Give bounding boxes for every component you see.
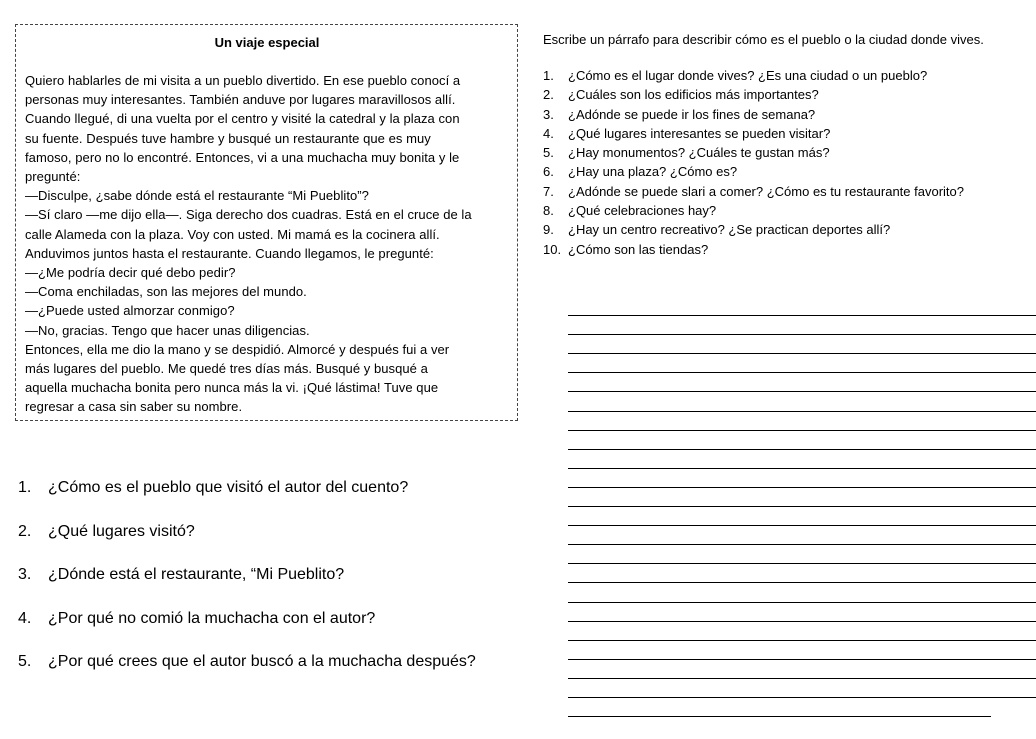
prompt-text: ¿Cómo son las tiendas?	[568, 241, 709, 257]
prompt-text: ¿Hay una plaza? ¿Cómo es?	[568, 164, 738, 180]
answer-line[interactable]	[568, 315, 1036, 316]
answer-line[interactable]	[568, 544, 1036, 545]
answer-line[interactable]	[568, 449, 1036, 450]
answer-line[interactable]	[568, 525, 1036, 526]
comprehension-question	[18, 608, 476, 652]
prompt-number: 3.	[543, 106, 554, 122]
writing-instructions: Escribe un párrafo para describir cómo es el pueblo o la ciudad donde vives.	[543, 32, 984, 47]
story-line: —Coma enchiladas, son las mejores del mundo.	[25, 284, 307, 300]
answer-line[interactable]	[568, 602, 1036, 603]
prompt-text: ¿Adónde se puede slari a comer? ¿Cómo es tu restaurante favorito?	[568, 183, 964, 199]
writing-prompt-item	[543, 182, 1036, 201]
prompt-text: ¿Adónde se puede ir los fines de semana?	[568, 106, 816, 122]
prompt-text: ¿Hay monumentos? ¿Cuáles te gustan más?	[568, 145, 830, 161]
writing-prompt-item	[543, 105, 1036, 124]
story-line: aquella muchacha bonita pero nunca más la vi. ¡Qué lástima! Tuve que	[25, 380, 439, 396]
story-line: famoso, pero no lo encontré. Entonces, vi a una muchacha muy bonita y le	[25, 149, 460, 165]
answer-line[interactable]	[568, 659, 1036, 660]
answer-line[interactable]	[568, 697, 1036, 698]
writing-prompt-item	[543, 124, 1036, 143]
answer-line[interactable]	[568, 468, 1036, 469]
prompt-number: 7.	[543, 183, 554, 199]
prompt-number: 5.	[543, 145, 554, 161]
story-line: —¿Puede usted almorzar conmigo?	[25, 303, 235, 319]
story-line: —No, gracias. Tengo que hacer unas diligencias.	[25, 322, 310, 338]
comprehension-question	[18, 521, 476, 565]
writing-prompt-list	[543, 66, 1036, 259]
writing-prompt-item	[543, 143, 1036, 162]
writing-prompt-item	[543, 85, 1036, 104]
question-text: ¿Qué lugares visitó?	[48, 522, 195, 540]
answer-line[interactable]	[568, 563, 1036, 564]
story-line: pregunté:	[25, 169, 81, 185]
prompt-number: 6.	[543, 164, 554, 180]
answer-line[interactable]	[568, 506, 1036, 507]
writing-task	[543, 30, 1036, 259]
question-text: ¿Dónde está el restaurante, “Mi Pueblito?	[48, 566, 345, 584]
writing-prompt-item	[543, 201, 1036, 220]
comprehension-question	[18, 564, 476, 608]
story-line: calle Alameda con la plaza. Voy con usted. Mi mamá es la cocinera allí.	[25, 226, 440, 242]
story-line: personas muy interesantes. También anduve por lugares maravillosos allí.	[25, 92, 456, 108]
answer-line[interactable]	[568, 621, 1036, 622]
question-text: ¿Por qué no comió la muchacha con el autor?	[48, 609, 376, 627]
prompt-text: ¿Hay un centro recreativo? ¿Se practican deportes allí?	[568, 222, 891, 238]
prompt-text: ¿Qué lugares interesantes se pueden visitar?	[568, 125, 831, 141]
answer-line[interactable]	[568, 678, 1036, 679]
question-number: 4.	[18, 609, 32, 627]
story-line: —¿Me podría decir qué debo pedir?	[25, 265, 236, 281]
story-line: Cuando llegué, di una vuelta por el centro y visité la catedral y la plaza con	[25, 111, 460, 127]
writing-prompt-item	[543, 66, 1036, 85]
story-line: regresar a casa sin saber su nombre.	[25, 399, 243, 415]
question-text: ¿Por qué crees que el autor buscó a la muchacha después?	[48, 653, 476, 671]
story-box	[15, 24, 518, 421]
question-number: 1.	[18, 479, 32, 496]
prompt-number: 9.	[543, 222, 554, 238]
comprehension-question-list	[18, 477, 476, 695]
story-text	[25, 71, 509, 417]
answer-line[interactable]	[568, 582, 1036, 583]
writing-prompt-item	[543, 240, 1036, 259]
answer-line[interactable]	[568, 334, 1036, 335]
question-number: 5.	[18, 653, 32, 671]
story-line: Anduvimos juntos hasta el restaurante. Cuando llegamos, le pregunté:	[25, 245, 434, 261]
writing-prompt-item	[543, 220, 1036, 239]
question-number: 2.	[18, 522, 32, 540]
prompt-number: 4.	[543, 125, 554, 141]
answer-line[interactable]	[568, 353, 1036, 354]
answer-line[interactable]	[568, 487, 1036, 488]
comprehension-question	[18, 477, 476, 521]
story-line: su fuente. Después tuve hambre y busqué un restaurante que es muy	[25, 130, 431, 146]
prompt-number: 1.	[543, 68, 554, 83]
question-number: 3.	[18, 566, 32, 584]
prompt-number: 2.	[543, 87, 554, 103]
comprehension-question	[18, 651, 476, 695]
story-line: Quiero hablarles de mi visita a un pueblo divertido. En ese pueblo conocí a	[25, 73, 461, 88]
prompt-text: ¿Qué celebraciones hay?	[568, 203, 717, 219]
prompt-number: 10.	[543, 241, 562, 257]
story-line: más lugares del pueblo. Me quedé tres días más. Busqué y busqué a	[25, 361, 428, 377]
answer-line[interactable]	[568, 391, 1036, 392]
question-text: ¿Cómo es el pueblo que visitó el autor del cuento?	[48, 479, 409, 496]
answer-line[interactable]	[568, 640, 1036, 641]
prompt-text: ¿Cómo es el lugar donde vives? ¿Es una ciudad o un pueblo?	[568, 68, 928, 83]
prompt-number: 8.	[543, 203, 554, 219]
answer-line[interactable]	[568, 372, 1036, 373]
answer-lines[interactable]	[568, 315, 1036, 735]
story-line: —Sí claro —me dijo ella—. Siga derecho dos cuadras. Está en el cruce de la	[25, 207, 472, 223]
story-line: —Disculpe, ¿sabe dónde está el restaurante “Mi Pueblito”?	[25, 188, 369, 204]
writing-prompt-item	[543, 162, 1036, 181]
story-line: Entonces, ella me dio la mano y se despidió. Almorcé y después fui a ver	[25, 341, 450, 357]
answer-line[interactable]	[568, 430, 1036, 431]
answer-line[interactable]	[568, 716, 991, 717]
prompt-text: ¿Cuáles son los edificios más importantes?	[568, 87, 819, 103]
story-title: Un viaje especial	[214, 35, 320, 50]
answer-line[interactable]	[568, 411, 1036, 412]
